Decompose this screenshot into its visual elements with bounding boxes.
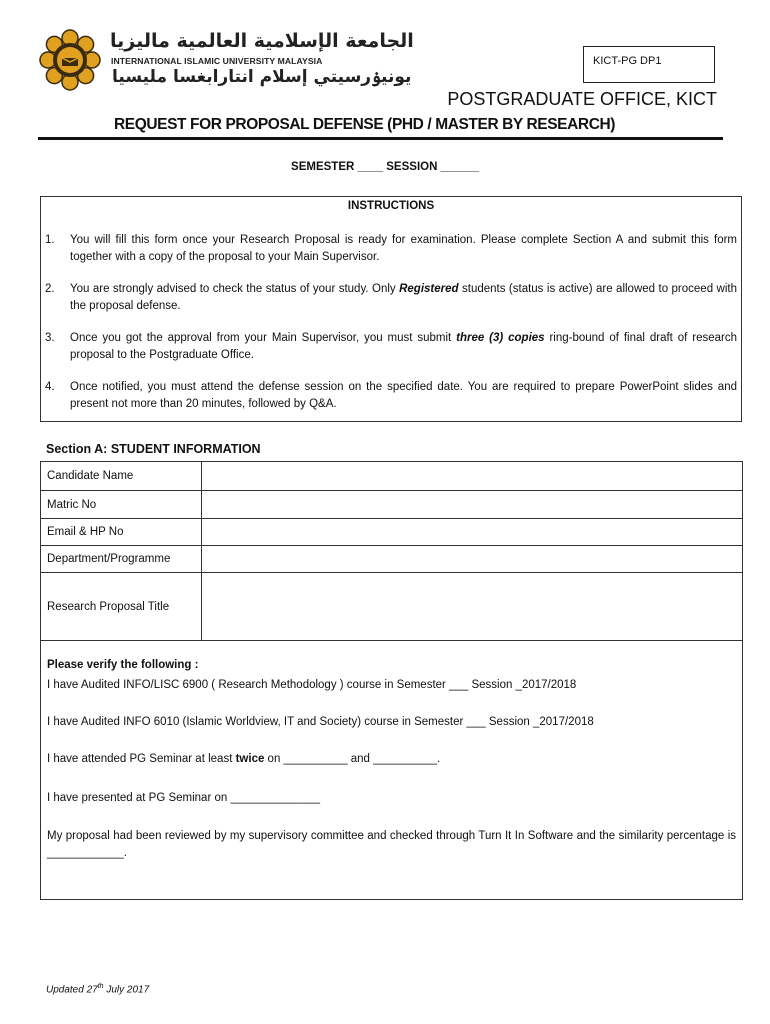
candidate-name-field[interactable] — [202, 462, 743, 491]
updated-date: Updated 27th July 2017 — [46, 983, 150, 996]
form-title: REQUEST FOR PROPOSAL DEFENSE (PHD / MASTER BY RESEARCH) — [114, 116, 616, 133]
research-title-label: Research Proposal Title — [41, 573, 202, 641]
table-row — [41, 546, 743, 573]
section-a-title: Section A: STUDENT INFORMATION — [46, 442, 261, 456]
instruction-text: Once notified, you must attend the defense session on the specified date. You are required to prepare PowerPoint slides and present not more than 20 minutes, followed by Q&A. — [70, 381, 737, 410]
table-row — [41, 491, 743, 519]
instructions-title: INSTRUCTIONS — [347, 200, 435, 212]
verify-title: Please verify the following : — [47, 659, 199, 671]
verify-pg-seminar-presented: I have presented at PG Seminar on ______________ — [47, 792, 321, 804]
form-code-box — [583, 46, 715, 83]
student-info-table — [40, 461, 743, 641]
instruction-item — [45, 232, 737, 265]
instruction-number: 3. — [45, 332, 55, 344]
department-programme-label: Department/Programme — [41, 546, 202, 573]
table-row — [41, 573, 743, 641]
email-hp-label: Email & HP No — [41, 519, 202, 546]
university-name-english: INTERNATIONAL ISLAMIC UNIVERSITY MALAYSIA — [111, 56, 323, 66]
instruction-item — [45, 379, 737, 412]
university-logo — [38, 28, 102, 92]
verify-pg-seminar-attended: I have attended PG Seminar at least twice on __________ and __________. — [47, 753, 441, 765]
semester-session-line: SEMESTER ____ SESSION ______ — [291, 161, 479, 173]
emphasis-twice: twice — [235, 753, 265, 765]
instruction-text: You will fill this form once your Research Proposal is ready for examination. Please complete Section A and submit this form together with a copy of the proposal to your Main Supervisor. — [70, 234, 737, 263]
instruction-number: 4. — [45, 381, 55, 393]
university-name-arabic: الجامعة الإسلامية العالمية ماليزيا — [110, 30, 414, 52]
email-hp-field[interactable] — [202, 519, 743, 546]
title-divider — [38, 137, 723, 140]
instructions-list — [45, 232, 737, 428]
instruction-item — [45, 330, 737, 363]
department-programme-field[interactable] — [202, 546, 743, 573]
verify-islamic-worldview: I have Audited INFO 6010 (Islamic Worldview, IT and Society) course in Semester ___ Session _2017/2018 — [47, 716, 594, 728]
verification-box — [40, 639, 743, 900]
instruction-item — [45, 281, 737, 314]
research-title-field[interactable] — [202, 573, 743, 641]
office-heading: POSTGRADUATE OFFICE, KICT — [447, 89, 717, 109]
matric-no-field[interactable] — [202, 491, 743, 519]
candidate-name-label: Candidate Name — [41, 462, 202, 491]
form-code: KICT-PG DP1 — [593, 55, 662, 67]
table-row — [41, 519, 743, 546]
instruction-number: 1. — [45, 234, 55, 246]
verify-turnitin: My proposal had been reviewed by my supervisory committee and checked through Turn It In Software and the similarity percentage is ____________. — [47, 830, 736, 859]
instruction-text: Once you got the approval from your Main Supervisor, you must submit three (3) copies ring-bound of final draft of research proposal to the Postgraduate Office. — [70, 332, 738, 361]
emphasis-copies: three (3) copies — [456, 332, 545, 344]
verify-research-methodology: I have Audited INFO/LISC 6900 ( Research Methodology ) course in Semester ___ Session _2017/2018 — [47, 679, 577, 691]
instruction-number: 2. — [45, 283, 55, 295]
table-row — [41, 462, 743, 491]
instructions-box — [40, 196, 742, 422]
emphasis-registered: Registered — [399, 283, 459, 295]
university-name-jawi: يونيۏرسيتي إسلام انتارابغسا مليسيا — [112, 67, 412, 87]
instruction-text: You are strongly advised to check the status of your study. Only Registered students (status is active) are allowed to proceed with the proposal defense. — [70, 283, 737, 312]
matric-no-label: Matric No — [41, 491, 202, 519]
